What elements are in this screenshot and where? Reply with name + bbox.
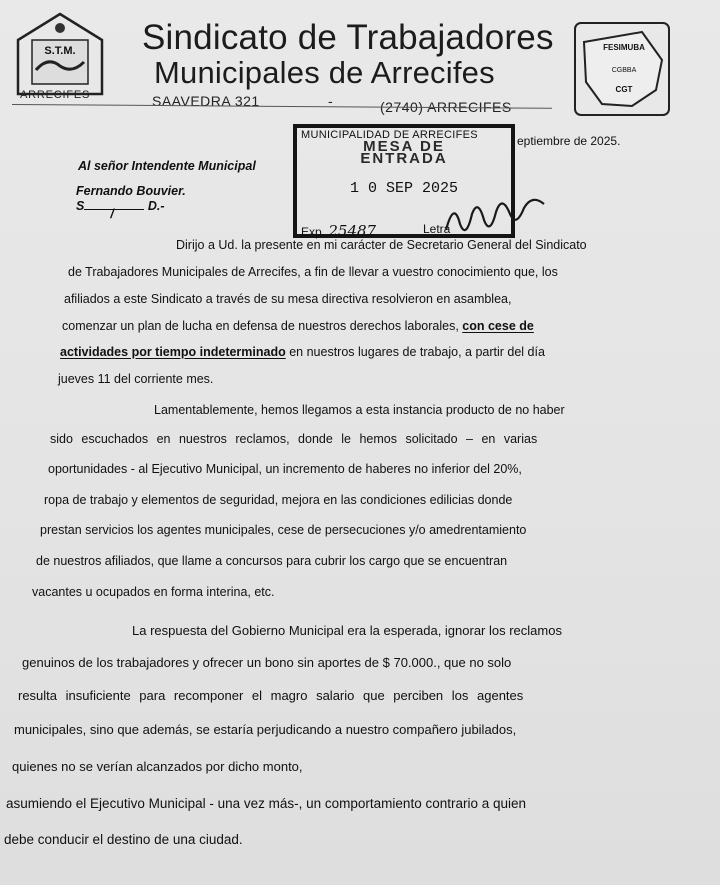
paragraph1-line5-text: en nuestros lugares de trabajo, a partir del día — [285, 345, 545, 359]
signature-icon — [440, 190, 550, 242]
province-map-logo-icon — [572, 20, 672, 118]
addressee-d: D.- — [147, 199, 165, 213]
paragraph2-line6: de nuestros afiliados, que llame a concursos para cubrir los cargo que se encuentran — [36, 554, 508, 568]
paragraph1-line4-text: comenzar un plan de lucha en defensa de nuestros derechos laborales, — [62, 319, 463, 333]
stamp-entrada: ENTRADA — [360, 150, 448, 167]
svg-text:CGT: CGT — [615, 85, 633, 94]
paragraph2-line1: Lamentablemente, hemos llegamos a esta instancia producto de no haber — [154, 403, 565, 417]
addressee-line2: Fernando Bouvier. — [76, 184, 186, 198]
paragraph2-line2: sido escuchados en nuestros reclamos, donde le hemos solicitado – en varias — [50, 432, 538, 446]
paragraph2-line5: prestan servicios los agentes municipales, cese de persecuciones y/o amedrentamiento — [40, 523, 527, 537]
addressee-s: S — [76, 199, 85, 213]
addressee-line1: Al señor Intendente Municipal — [78, 159, 256, 173]
letterhead-street: SAAVEDRA 321 — [152, 93, 260, 109]
stamp-exp-label: Exp. — [301, 225, 326, 239]
stamp-letra: Letra — [423, 222, 451, 236]
paragraph3-line5: quienes no se verían alcanzados por dicho monto, — [12, 759, 303, 774]
paragraph1-line5 — [60, 345, 545, 359]
date-line: eptiembre de 2025. — [517, 134, 621, 148]
paragraph1-line2: de Trabajadores Municipales de Arrecifes, a fin de llevar a vuestro conocimiento que, los — [68, 265, 558, 279]
svg-text:CGBBA: CGBBA — [611, 67, 637, 74]
stamp-date: 1 0 SEP 2025 — [349, 180, 459, 197]
paragraph2-line3: oportunidades - al Ejecutivo Municipal, un incremento de haberes no inferior del 20%, — [48, 462, 522, 476]
letterhead-separator: - — [328, 93, 334, 109]
paragraph1-emphasis-end: actividades por tiempo indeterminado — [60, 345, 286, 359]
stamp-municipality: MUNICIPALIDAD DE ARRECIFES — [301, 129, 478, 141]
paragraph3-line1: La respuesta del Gobierno Municipal era la esperada, ignorar los reclamos — [132, 623, 562, 638]
paragraph3-line2: genuinos de los trabajadores y ofrecer un bono sin aportes de $ 70.000., que no solo — [22, 655, 512, 670]
paragraph3-line3: resulta insuficiente para recomponer el magro salario que perciben los agentes — [18, 688, 524, 703]
stamp-mesa: MESA DE — [363, 138, 445, 155]
paragraph3-line4: municipales, sino que además, se estaría perjudicando a nuestro compañero jubilados, — [14, 722, 517, 737]
letterhead-postal: (2740) ARRECIFES — [380, 99, 512, 115]
paragraph1-line3: afiliados a este Sindicato a través de su mesa directiva resolvieron en asamblea, — [64, 292, 512, 306]
svg-text:FESIMUBA: FESIMUBA — [603, 43, 645, 52]
paragraph1-line4 — [62, 319, 534, 333]
stamp-exp-number: 25487 — [328, 222, 377, 240]
svg-text:S.T.M.: S.T.M. — [44, 45, 76, 57]
paragraph2-line4: ropa de trabajo y elementos de seguridad, mejora en las condiciones edilicias donde — [44, 493, 513, 507]
paragraph1-emphasis-start: con cese de — [462, 319, 534, 333]
letterhead-title-line2: Municipales de Arrecifes — [154, 55, 495, 90]
addressee-line3: S / D.- — [76, 199, 165, 221]
paragraph2-line7: vacantes u ocupados en forma interina, etc. — [32, 585, 275, 599]
paragraph1-line6: jueves 11 del corriente mes. — [58, 372, 214, 386]
paragraph1-line1: Dirijo a Ud. la presente en mi carácter de Secretario General del Sindicato — [176, 238, 587, 252]
letterhead-title-line1: Sindicato de Trabajadores — [142, 18, 554, 57]
logo-subtitle: ARRECIFES — [20, 89, 91, 101]
paragraph4-line1: asumiendo el Ejecutivo Municipal - una vez más-, un comportamiento contrario a quien — [6, 796, 527, 811]
paragraph4-line2: debe conducir el destino de una ciudad. — [4, 832, 243, 847]
